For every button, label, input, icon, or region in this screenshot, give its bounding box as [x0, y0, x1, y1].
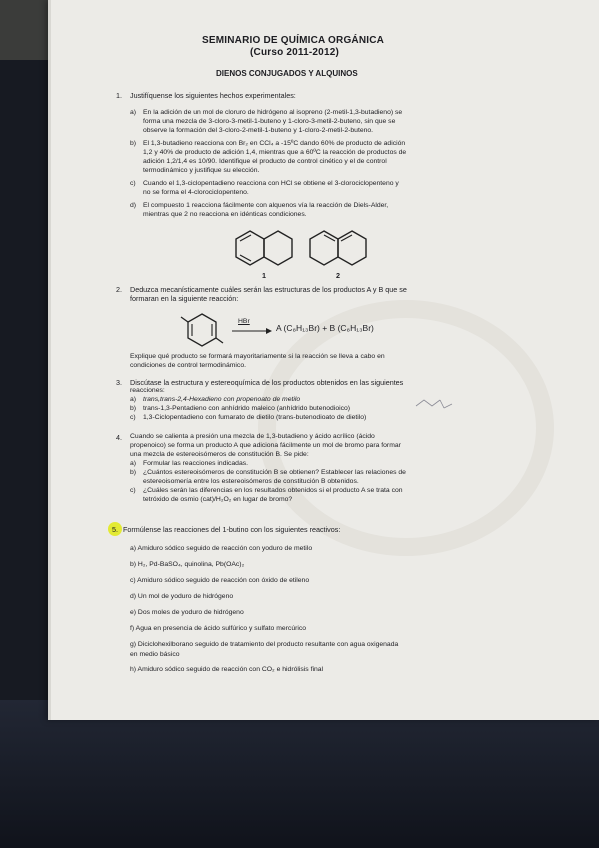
q1c-line1: Cuando el 1,3-ciclopentadieno reacciona con HCl se obtiene el 3-clorociclopenteno y — [143, 180, 399, 187]
q1c-label: c) — [130, 180, 136, 187]
reaction-products: A (C₈H₁₃Br) + B (C₈H₁₃Br) — [276, 323, 374, 333]
compound-1-structure — [232, 226, 302, 272]
q4c-line1: ¿Cuáles serán las diferencias en los resultados obtenidos si el producto A se trata con — [143, 487, 403, 494]
q4b-label: b) — [130, 469, 137, 476]
q3c-text: 1,3-Ciclopentadieno con fumarato de dietilo (trans-butenodioato de dietilo) — [143, 414, 367, 421]
q3b-text: trans-1,3-Pentadieno con anhídrido maleico (anhídrido butenodioico) — [143, 405, 351, 412]
q5-number: 5. — [112, 525, 118, 534]
q5-item-e: e) Dos moles de yoduro de hidrógeno — [130, 609, 244, 616]
q3-number: 3. — [116, 378, 122, 387]
q1b-line3: adición 1,2/1,4 es 10/90. Identifique el producto de control cinético y el de control — [143, 158, 387, 165]
q2-explain-line1: Explique qué producto se formará mayoritariamente si la reacción se lleva a cabo en — [130, 353, 385, 360]
q4a-label: a) — [130, 460, 137, 467]
q3-line1: Discútase la estructura y estereoquímica de los productos obtenidos en las siguientes — [130, 378, 404, 387]
q3a-text: trans,trans-2,4-Hexadieno con propenoato de metilo — [143, 396, 301, 403]
q2-line1: Deduzca mecanísticamente cuáles serán las estructuras de los productos A y B que se — [130, 285, 407, 294]
pencil-annotation — [414, 394, 454, 414]
q4-line1: Cuando se calienta a presión una mezcla de 1,3-butadieno y ácido acrílico (ácido — [130, 433, 375, 440]
q3b-label: b) — [130, 405, 137, 412]
q2-explain-line2: condiciones de control termodinámico. — [130, 362, 246, 369]
q4b-line2: estereoisomería entre los estereoisómeros de constitución B obtenidos. — [143, 478, 359, 485]
q2-number: 2. — [116, 285, 122, 294]
q5-item-g-cont: en medio básico — [130, 651, 180, 658]
q1a-line3: observe la formación del 3-cloro-2-metil-1-buteno y 1-cloro-2-metil-2-buteno. — [143, 127, 374, 134]
reaction-arrow — [232, 327, 272, 335]
q1b-line1: El 1,3-butadieno reacciona con Br₂ en CCl₄ a -15ºC dando 60% de producto de adición — [143, 140, 406, 147]
q4a-text: Formular las reacciones indicadas. — [143, 460, 249, 467]
q5-item-a: a) Amiduro sódico seguido de reacción con yoduro de metilo — [130, 545, 313, 552]
q1b-line4: termodinámico y justifique su elección. — [143, 167, 260, 174]
compound-2-label: 2 — [336, 271, 340, 280]
q1a-label: a) — [130, 109, 137, 116]
q4c-label: c) — [130, 487, 136, 494]
q4-line3: una mezcla de estereoisómeros de constitución B. Se pide: — [130, 451, 309, 458]
q3-line2: reacciones: — [130, 387, 165, 394]
q5-item-h: h) Amiduro sódico seguido de reacción con CO₂ e hidrólisis final — [130, 666, 324, 673]
q4-line2: propenoico) se forma un producto A que adiciona fácilmente un mol de bromo para formar — [130, 442, 401, 449]
q5-item-d: d) Un mol de yoduro de hidrógeno — [130, 593, 234, 600]
q1a-line2: forma una mezcla de 3-cloro-3-metil-1-buteno y 1-cloro-3-metil-2-buteno, sin que se — [143, 118, 396, 125]
q1d-line2: mientras que 2 no reacciona en idénticas condiciones. — [143, 211, 307, 218]
q1b-line2: 1,2 y 40% de producto de adición 1,4, mientras que a 60ºC la reacción de productos de — [143, 149, 407, 156]
q4c-line2: tetróxido de osmio (cat)/H₂O₂ en lugar de bromo? — [143, 496, 293, 503]
paper-edge — [48, 0, 51, 720]
paper-stain — [258, 300, 554, 556]
page-title: SEMINARIO DE QUÍMICA ORGÁNICA — [202, 35, 385, 46]
course-year: (Curso 2011-2012) — [250, 47, 340, 58]
q1-text: Justifíquense los siguientes hechos experimentales: — [130, 91, 296, 100]
q5-text: Formúlense las reacciones del 1-butino con los siguientes reactivos: — [123, 525, 341, 534]
q1a-line1: En la adición de un mol de cloruro de hidrógeno al isopreno (2-metil-1,3-butadieno) se — [143, 109, 403, 116]
diene-reactant-structure — [180, 308, 224, 350]
q5-item-g: g) Diciclohexilborano seguido de tratamiento del producto resultante con agua oxigenada — [130, 641, 399, 648]
q1b-label: b) — [130, 140, 137, 147]
reagent-label: HBr — [238, 318, 250, 325]
q2-line2: formaran en la siguiente reacción: — [130, 294, 239, 303]
q5-item-c: c) Amiduro sódico seguido de reacción con óxido de etileno — [130, 577, 310, 584]
q3a-label: a) — [130, 396, 137, 403]
q1d-label: d) — [130, 202, 137, 209]
section-subtitle: DIENOS CONJUGADOS Y ALQUINOS — [216, 69, 358, 78]
q1d-line1: El compuesto 1 reacciona fácilmente con alquenos vía la reacción de Diels-Alder, — [143, 202, 389, 209]
q3c-label: c) — [130, 414, 136, 421]
compound-1-label: 1 — [262, 271, 266, 280]
q5-item-f: f) Agua en presencia de ácido sulfúrico y sulfato mercúrico — [130, 625, 307, 632]
q4-number: 4. — [116, 433, 122, 442]
q5-item-b: b) H₂, Pd-BaSO₄, quinolina, Pb(OAc)₂ — [130, 561, 245, 568]
background-table — [0, 700, 599, 848]
q4b-line1: ¿Cuántos estereoisómeros de constitución B se obtienen? Establecer las relaciones de — [143, 469, 406, 476]
q1c-line2: no se forma el 4-clorociclopenteno. — [143, 189, 249, 196]
compound-2-structure — [306, 226, 376, 272]
q1-number: 1. — [116, 91, 122, 100]
